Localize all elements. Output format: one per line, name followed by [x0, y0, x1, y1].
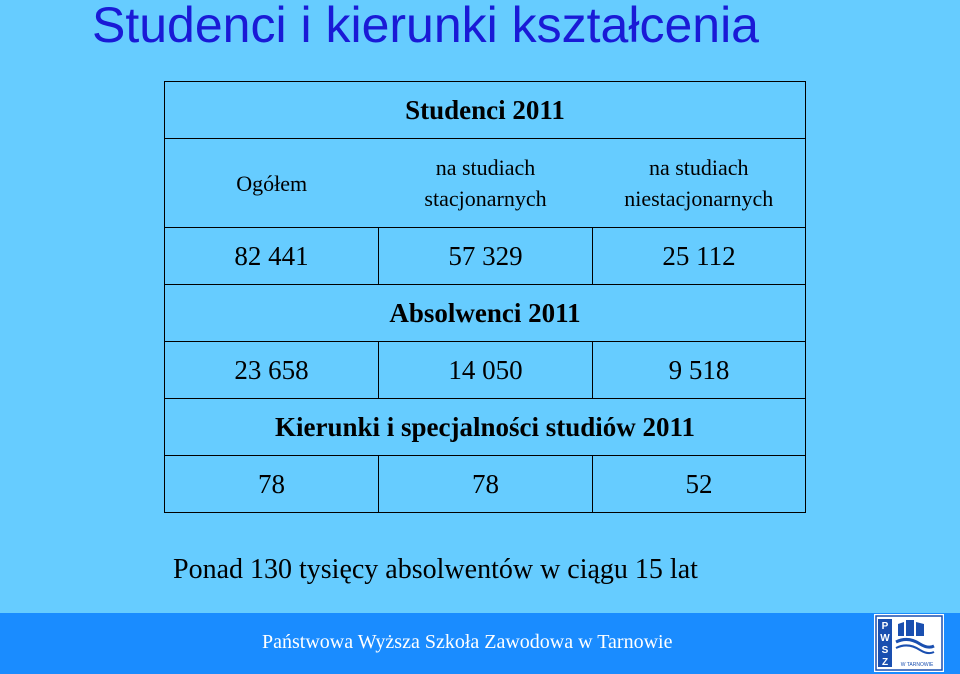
header-total: Ogółem: [165, 139, 379, 228]
graduates-full-time: 14 050: [379, 342, 593, 399]
students-values-row: [165, 228, 806, 285]
section-header-row: [165, 285, 806, 342]
column-header-row: [165, 139, 806, 228]
statistics-table: [164, 81, 806, 513]
logo-letter: W: [880, 633, 890, 644]
header-full-time: na studiach stacjonarnych: [379, 139, 593, 228]
logo-letter: S: [881, 645, 889, 656]
students-section-title: Studenci 2011: [165, 82, 806, 139]
programs-part-time: 52: [593, 456, 806, 513]
graduates-section-title: Absolwenci 2011: [165, 285, 806, 342]
slide-title: Studenci i kierunki kształcenia: [92, 0, 759, 53]
logo-letter: P: [881, 621, 889, 632]
logo-caption: W TARNOWIE: [900, 662, 934, 668]
graduates-part-time: 9 518: [593, 342, 806, 399]
students-total: 82 441: [165, 228, 379, 285]
graduates-values-row: [165, 342, 806, 399]
students-full-time: 57 329: [379, 228, 593, 285]
students-part-time: 25 112: [593, 228, 806, 285]
footnote: Ponad 130 tysięcy absolwentów w ciągu 15 lat: [173, 554, 698, 585]
pwsz-logo-icon: [874, 614, 944, 672]
footer-institution-name: Państwowa Wyższa Szkoła Zawodowa w Tarnowie: [262, 631, 673, 653]
graduates-total: 23 658: [165, 342, 379, 399]
programs-values-row: [165, 456, 806, 513]
logo-letter: Z: [881, 657, 889, 668]
programs-section-title: Kierunki i specjalności studiów 2011: [165, 399, 806, 456]
header-part-time: na studiach niestacjonarnych: [593, 139, 806, 228]
section-header-row: [165, 82, 806, 139]
programs-total: 78: [165, 456, 379, 513]
programs-full-time: 78: [379, 456, 593, 513]
section-header-row: [165, 399, 806, 456]
